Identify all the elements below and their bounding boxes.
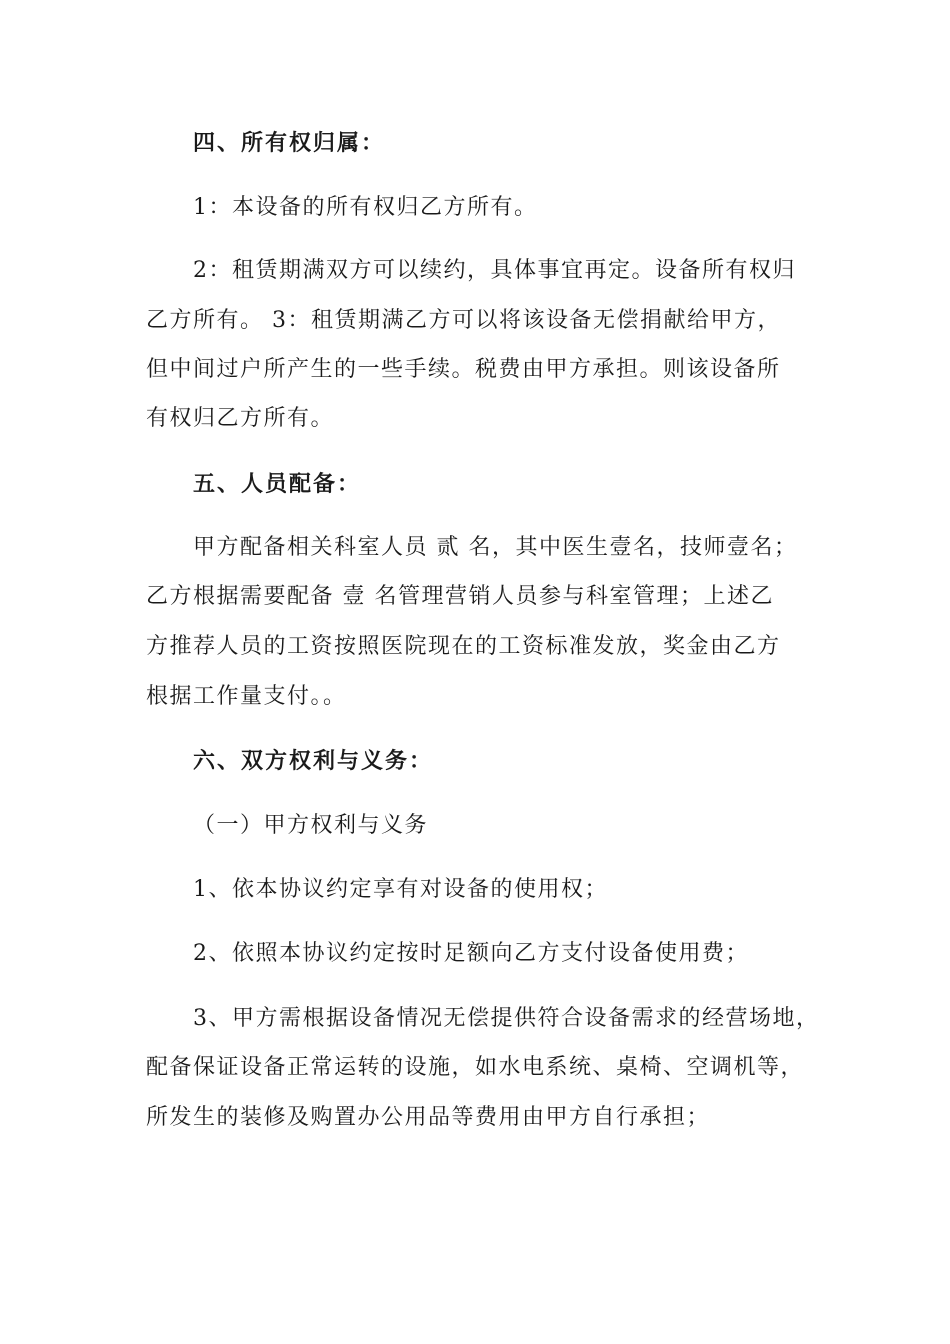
section-4-item-2-line-4: 有权归乙方所有。: [146, 406, 335, 431]
section-5-para-line-2: 乙方根据需要配备 壹 名管理营销人员参与科室管理；上述乙: [146, 584, 774, 609]
section-4-heading: 四、所有权归属：: [193, 130, 386, 156]
section-6-subheading-1: （一）甲方权利与义务: [193, 813, 429, 838]
section-6-item-1: 1、依本协议约定享有对设备的使用权；: [193, 877, 608, 902]
section-6-item-3-line-1: 3、甲方需根据设备情况无偿提供符合设备需求的经营场地，: [193, 1006, 820, 1031]
section-4-item-2-line-1: 2：租赁期满双方可以续约，具体事宜再定。设备所有权归: [193, 258, 796, 283]
section-5-para-line-4: 根据工作量支付。。: [146, 684, 347, 709]
section-5-para-line-3: 方推荐人员的工资按照医院现在的工资标准发放，奖金由乙方: [146, 634, 781, 659]
section-6-heading: 六、双方权利与义务：: [193, 748, 434, 774]
section-6-item-2: 2、依照本协议约定按时足额向乙方支付设备使用费；: [193, 941, 749, 966]
section-5-para-line-1: 甲方配备相关科室人员 贰 名，其中医生壹名，技师壹名；: [193, 535, 798, 560]
section-6-item-3-line-2: 配备保证设备正常运转的设施，如水电系统、桌椅、空调机等，: [146, 1055, 805, 1080]
section-6-item-3-line-3: 所发生的装修及购置办公用品等费用由甲方自行承担；: [146, 1105, 711, 1130]
section-5-heading: 五、人员配备：: [193, 471, 362, 497]
section-4-item-1: 1：本设备的所有权归乙方所有。: [193, 195, 538, 220]
section-4-item-2-line-2: 乙方所有。 3：租赁期满乙方可以将该设备无偿捐献给甲方，: [146, 308, 781, 333]
section-4-item-2-line-3: 但中间过户所产生的一些手续。税费由甲方承担。则该设备所: [146, 357, 781, 382]
